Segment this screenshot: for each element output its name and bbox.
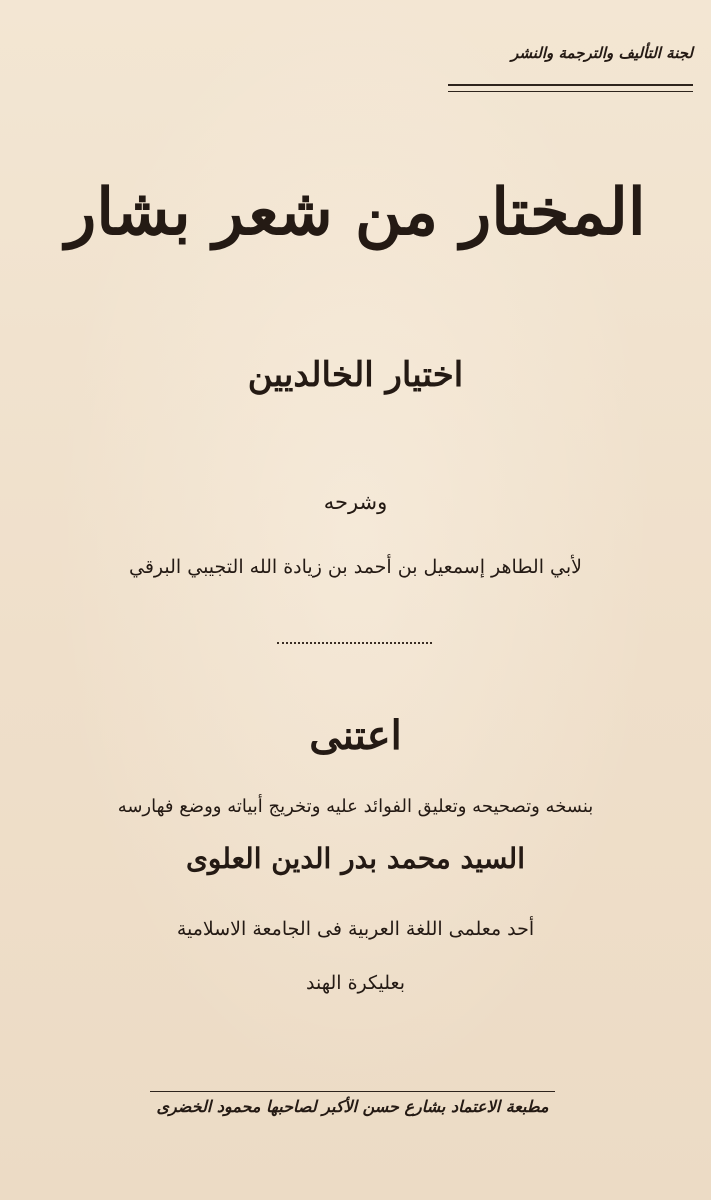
location-line: بعليكرة الهند [306,972,405,994]
press-rule [150,1091,555,1092]
publisher-line: لجنة التأليف والترجمة والنشر [511,44,693,62]
editor-work-description: بنسخه وتصحيحه وتعليق الفوائد عليه وتخريج أبياته ووضع فهارسه [117,796,594,817]
commentary-label: وشرحه [323,490,388,514]
book-title: المختار من شعر بشار [65,175,646,250]
editor-role: أحد معلمى اللغة العربية فى الجامعة الاسلامية [176,918,535,940]
book-subtitle: اختيار الخالديين [247,355,464,395]
edited-label: اعتنى [309,712,402,759]
editor-name: السيد محمد بدر الدين العلوى [186,842,525,875]
press-imprint: مطبعة الاعتماد بشارع حسن الأكبر لصاحبها محمود الخضرى [156,1097,549,1116]
publisher-double-rule [448,84,693,92]
dotted-divider [277,642,432,644]
author-line: لأبي الطاهر إسمعيل بن أحمد بن زيادة الله التجيبي البرقي [128,556,582,578]
